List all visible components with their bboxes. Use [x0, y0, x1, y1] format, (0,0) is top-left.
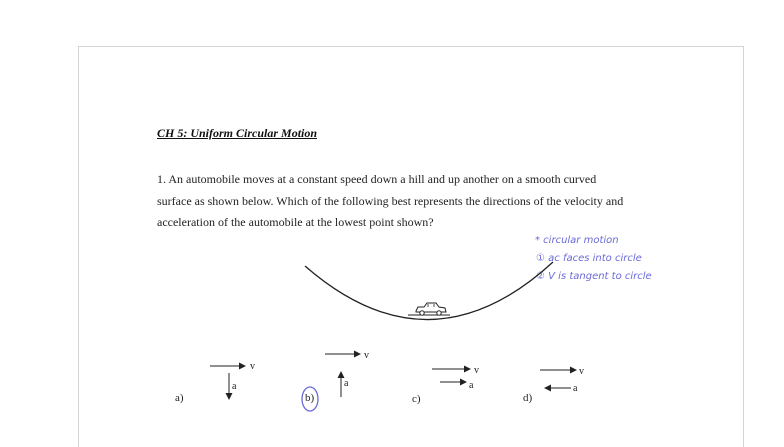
option-a-a-label: a	[232, 381, 237, 392]
option-d-a-label: a	[573, 383, 578, 394]
question-line-1: 1. An automobile moves at a constant speed down a hill and up another on a smooth curved	[157, 172, 597, 186]
option-c	[412, 365, 479, 405]
question-line-3: acceleration of the automobile at the lowest point shown?	[157, 215, 434, 229]
annotation-acceleration: ① aᴄ faces into circle	[536, 253, 642, 264]
option-b	[302, 350, 369, 411]
option-a-v-label: v	[250, 361, 255, 372]
question-line-2: surface as shown below. Which of the following best represents the directions of the velocity and	[157, 194, 624, 208]
option-d	[523, 366, 584, 404]
annotation-circular-motion: * circular motion	[535, 235, 619, 246]
option-a-label: a)	[175, 392, 184, 404]
option-b-a-label: a	[344, 378, 349, 389]
option-b-v-label: v	[364, 350, 369, 361]
option-b-label: b)	[305, 392, 315, 404]
option-c-a-label: a	[469, 380, 474, 391]
option-d-v-label: v	[579, 366, 584, 377]
option-a	[175, 361, 255, 404]
section-heading: CH 5: Uniform Circular Motion	[157, 126, 318, 140]
car-icon	[416, 303, 446, 315]
option-d-label: d)	[523, 392, 533, 404]
option-c-v-label: v	[474, 365, 479, 376]
option-c-label: c)	[412, 393, 421, 405]
annotation-velocity: ② V is tangent to circle	[536, 271, 652, 282]
